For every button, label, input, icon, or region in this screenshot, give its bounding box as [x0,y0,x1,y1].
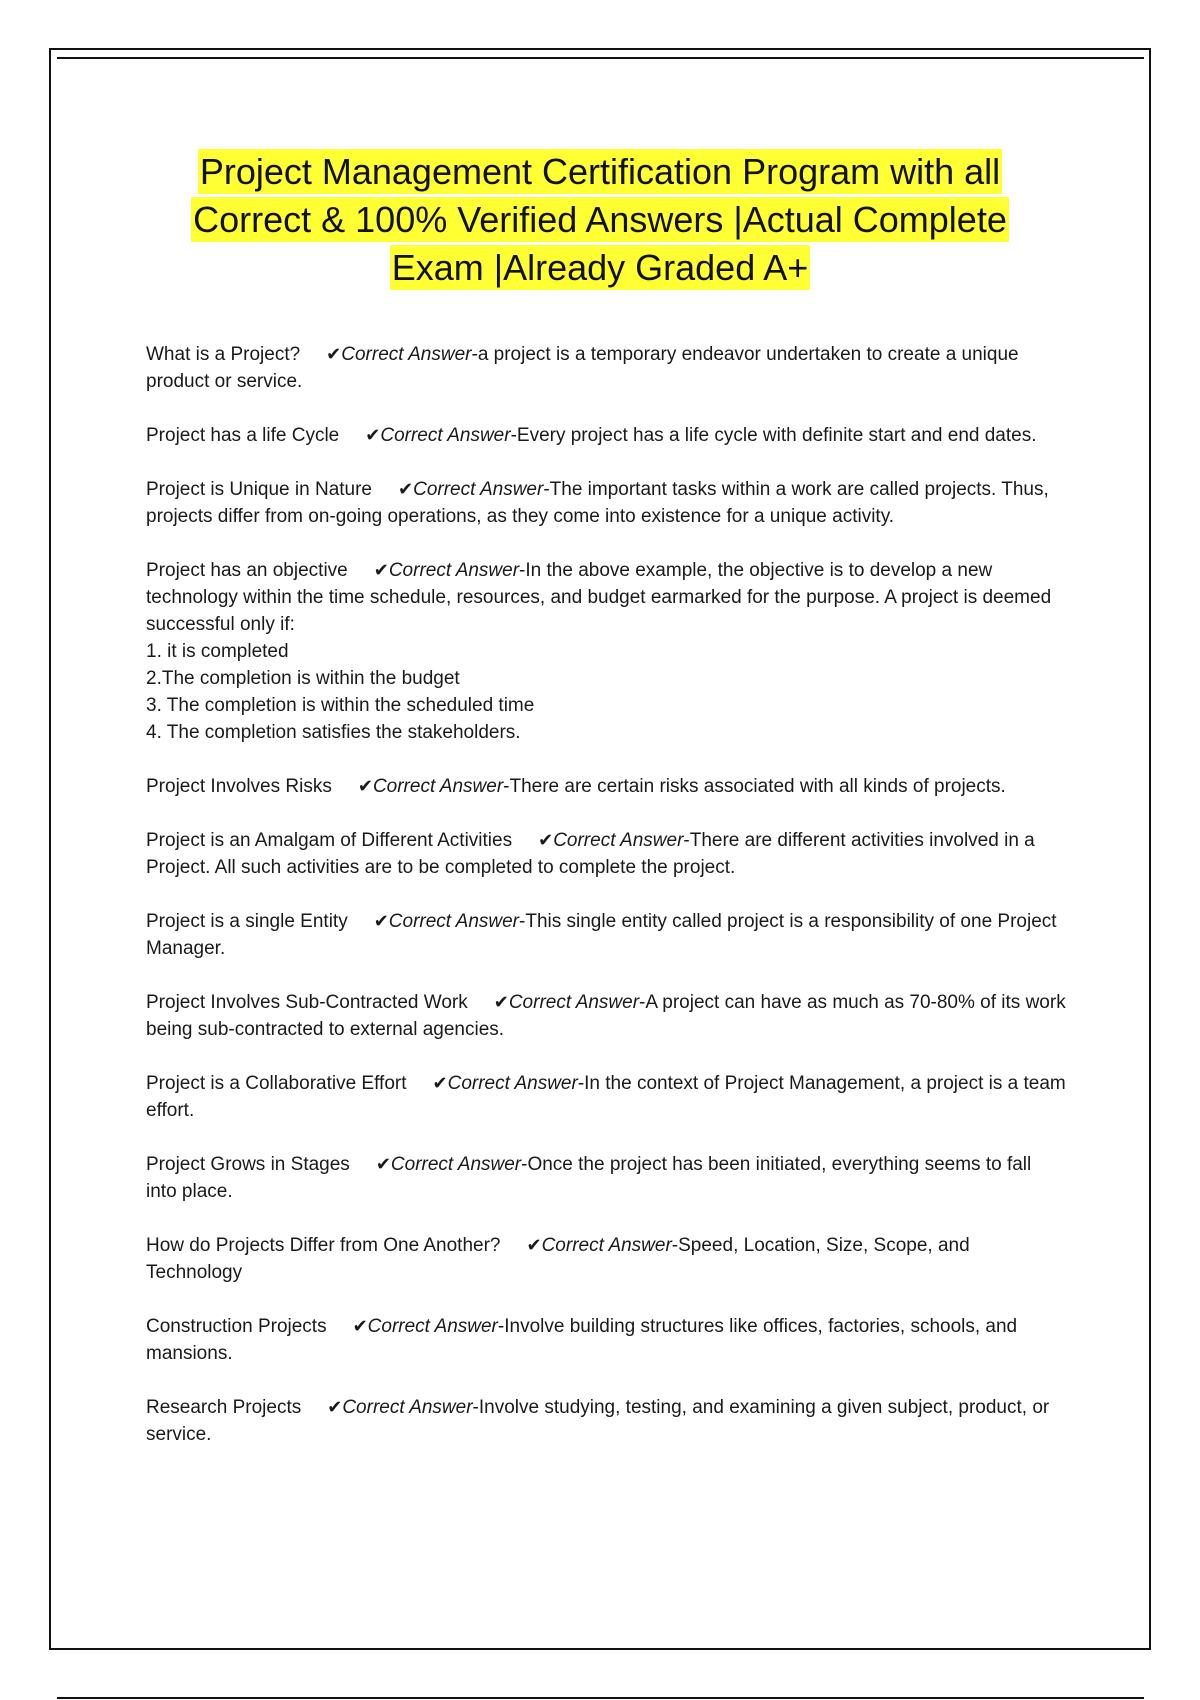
qa-item [146,1394,1066,1448]
correct-answer-label: Correct Answer [342,1397,473,1418]
answer-text: Involve building structures like offices, factories, schools, and mansions. [146,1316,1018,1364]
document-title [150,148,1050,292]
answer-list-line: 4. The completion satisfies the stakeholders. [146,722,521,743]
answer-text: Speed, Location, Size, Scope, and Technology [146,1235,970,1283]
checkmark-icon: ✔ [398,479,414,499]
checkmark-icon: ✔ [326,344,342,364]
answer-separator: - [683,830,690,851]
answer-separator: - [510,425,517,446]
correct-answer-label: Correct Answer [380,425,511,446]
question-text: Project Involves Risks [146,776,332,797]
answer-text: There are certain risks associated with all kinds of projects. [509,776,1006,797]
answer-separator: - [497,1316,505,1337]
checkmark-icon: ✔ [373,560,389,580]
answer-text: Once the project has been initiated, everything seems to fall into place. [146,1154,1032,1202]
checkmark-icon: ✔ [375,1154,391,1174]
answer-text: This single entity called project is a responsibility of one Project Manager. [146,911,1057,959]
correct-answer-label: Correct Answer [413,479,544,500]
title-line-2: Correct & 100% Verified Answers |Actual Complete [193,199,1007,240]
checkmark-icon: ✔ [357,776,373,796]
checkmark-icon: ✔ [365,425,381,445]
correct-answer-label: Correct Answer [372,776,504,797]
question-text: Project is an Amalgam of Different Activities [146,830,513,851]
header-rule [57,57,1144,59]
footer-rule [57,1697,1144,1699]
question-text: Construction Projects [146,1316,327,1337]
qa-item [146,989,1066,1043]
correct-answer-label: Correct Answer [388,560,520,581]
answer-text: Involve studying, testing, and examining a given subject, product, or service. [146,1397,1050,1445]
correct-answer-label: Correct Answer [541,1235,672,1256]
answer-text: There are different activities involved in a Project. All such activities are to be completed to complete the project. [146,830,1035,878]
qa-list [146,341,1066,1475]
answer-separator: - [543,479,550,500]
checkmark-icon: ✔ [373,911,389,931]
checkmark-icon: ✔ [526,1235,542,1255]
answer-list-line: 3. The completion is within the scheduled time [146,695,535,716]
answer-separator: - [472,1397,479,1418]
answer-list-line: 2.The completion is within the budget [146,668,460,689]
question-text: What is a Project? [146,344,301,365]
question-text: How do Projects Differ from One Another? [146,1235,501,1256]
checkmark-icon: ✔ [432,1073,448,1093]
question-text: Project Grows in Stages [146,1154,350,1175]
checkmark-icon: ✔ [538,830,554,850]
correct-answer-label: Correct Answer [390,1154,522,1175]
qa-item [146,341,1066,395]
answer-separator: - [471,344,478,365]
answer-separator: - [577,1073,585,1094]
answer-text: In the context of Project Management, a project is a team effort. [146,1073,1066,1121]
correct-answer-label: Correct Answer [388,911,520,932]
qa-item [146,773,1066,800]
question-text: Project is a single Entity [146,911,348,932]
correct-answer-label: Correct Answer [508,992,640,1013]
qa-item [146,1313,1066,1367]
qa-item [146,476,1066,530]
qa-item [146,1232,1066,1286]
answer-text: The important tasks within a work are called projects. Thus, projects differ from on-going operations, as they come into existence for a unique activity. [146,479,1049,527]
answer-text: In the above example, the objective is to develop a new technology within the time schedule, resources, and budget earmarked for the purpose. A project is deemed successful only if: [146,560,1052,635]
question-text: Project is Unique in Nature [146,479,372,500]
correct-answer-label: Correct Answer [367,1316,498,1337]
question-text: Project has a life Cycle [146,425,340,446]
answer-separator: - [521,1154,528,1175]
answer-list-line: 1. it is completed [146,641,289,662]
checkmark-icon: ✔ [352,1316,368,1336]
qa-item [146,1151,1066,1205]
question-text: Project is a Collaborative Effort [146,1073,407,1094]
qa-item [146,557,1066,746]
answer-text: a project is a temporary endeavor undertaken to create a unique product or service. [146,344,1019,392]
qa-item [146,1070,1066,1124]
correct-answer-label: Correct Answer [341,344,472,365]
correct-answer-label: Correct Answer [447,1073,578,1094]
question-text: Project Involves Sub-Contracted Work [146,992,468,1013]
question-text: Research Projects [146,1397,302,1418]
answer-separator: - [519,560,526,581]
checkmark-icon: ✔ [327,1397,343,1417]
answer-separator: - [639,992,646,1013]
checkmark-icon: ✔ [493,992,509,1012]
qa-item [146,908,1066,962]
answer-separator: - [671,1235,679,1256]
qa-item [146,827,1066,881]
answer-text: Every project has a life cycle with definite start and end dates. [516,425,1037,446]
answer-text: A project can have as much as 70-80% of its work being sub-contracted to external agencies. [146,992,1066,1040]
qa-item [146,422,1066,449]
answer-separator: - [503,776,510,797]
title-line-3: Exam |Already Graded A+ [391,247,809,288]
answer-separator: - [519,911,526,932]
title-line-1: Project Management Certification Program with all [199,151,1001,192]
correct-answer-label: Correct Answer [553,830,684,851]
question-text: Project has an objective [146,560,348,581]
